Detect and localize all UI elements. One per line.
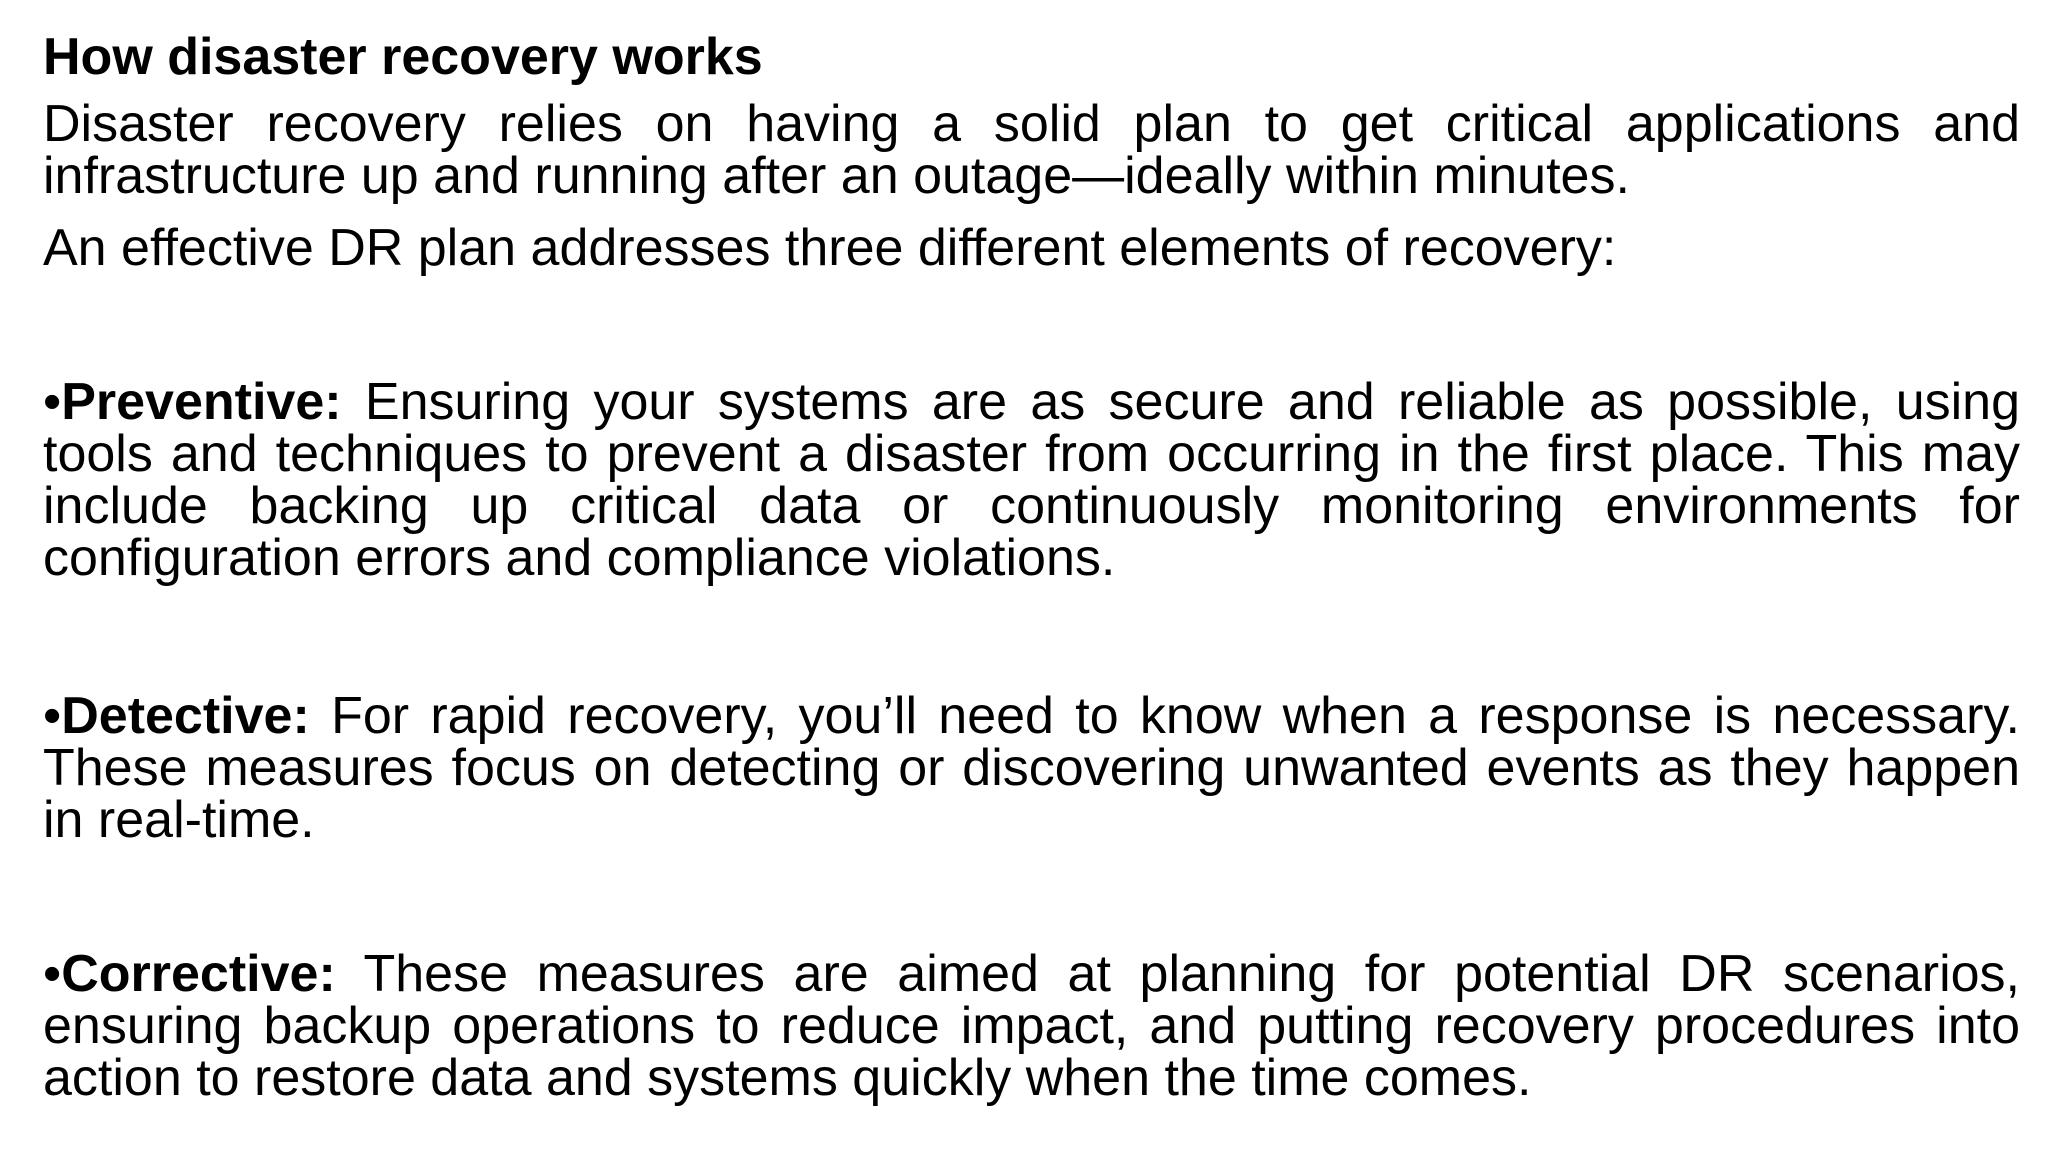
bullet-text: Ensuring your systems are as secure and reliable as possible, using tools and techniques to prevent a disaster from occurring in the first place. This may include backing up critical data or continuously monitoring environments for configuration errors and compliance violations. xyxy=(43,373,2021,587)
intro-paragraph: Disaster recovery relies on having a solid plan to get critical applications and infrastructure up and running after an outage—ideally within minutes. xyxy=(43,95,2020,205)
bullet-marker: • xyxy=(43,373,62,431)
bullet-detective xyxy=(43,687,2020,849)
bullet-term: Corrective: xyxy=(61,945,336,1003)
bullet-text: These measures are aimed at planning for potential DR scenarios, ensuring backup operations to reduce impact, and putting recovery procedures into action to restore data and systems quickly when the time comes. xyxy=(43,945,2020,1107)
bullet-term: Detective: xyxy=(61,687,310,745)
bullet-marker: • xyxy=(43,945,62,1003)
bullet-term: Preventive: xyxy=(61,373,342,431)
bullet-text: For rapid recovery, you’ll need to know when a response is necessary. These measures focus on detecting or discovering unwanted events as they happen in real-time. xyxy=(43,687,2020,849)
bullet-preventive xyxy=(43,373,2021,587)
page-title: How disaster recovery works xyxy=(43,28,763,86)
bullet-corrective xyxy=(43,945,2020,1107)
lead-paragraph: An effective DR plan addresses three different elements of recovery: xyxy=(43,219,1617,277)
bullet-marker: • xyxy=(43,687,62,745)
